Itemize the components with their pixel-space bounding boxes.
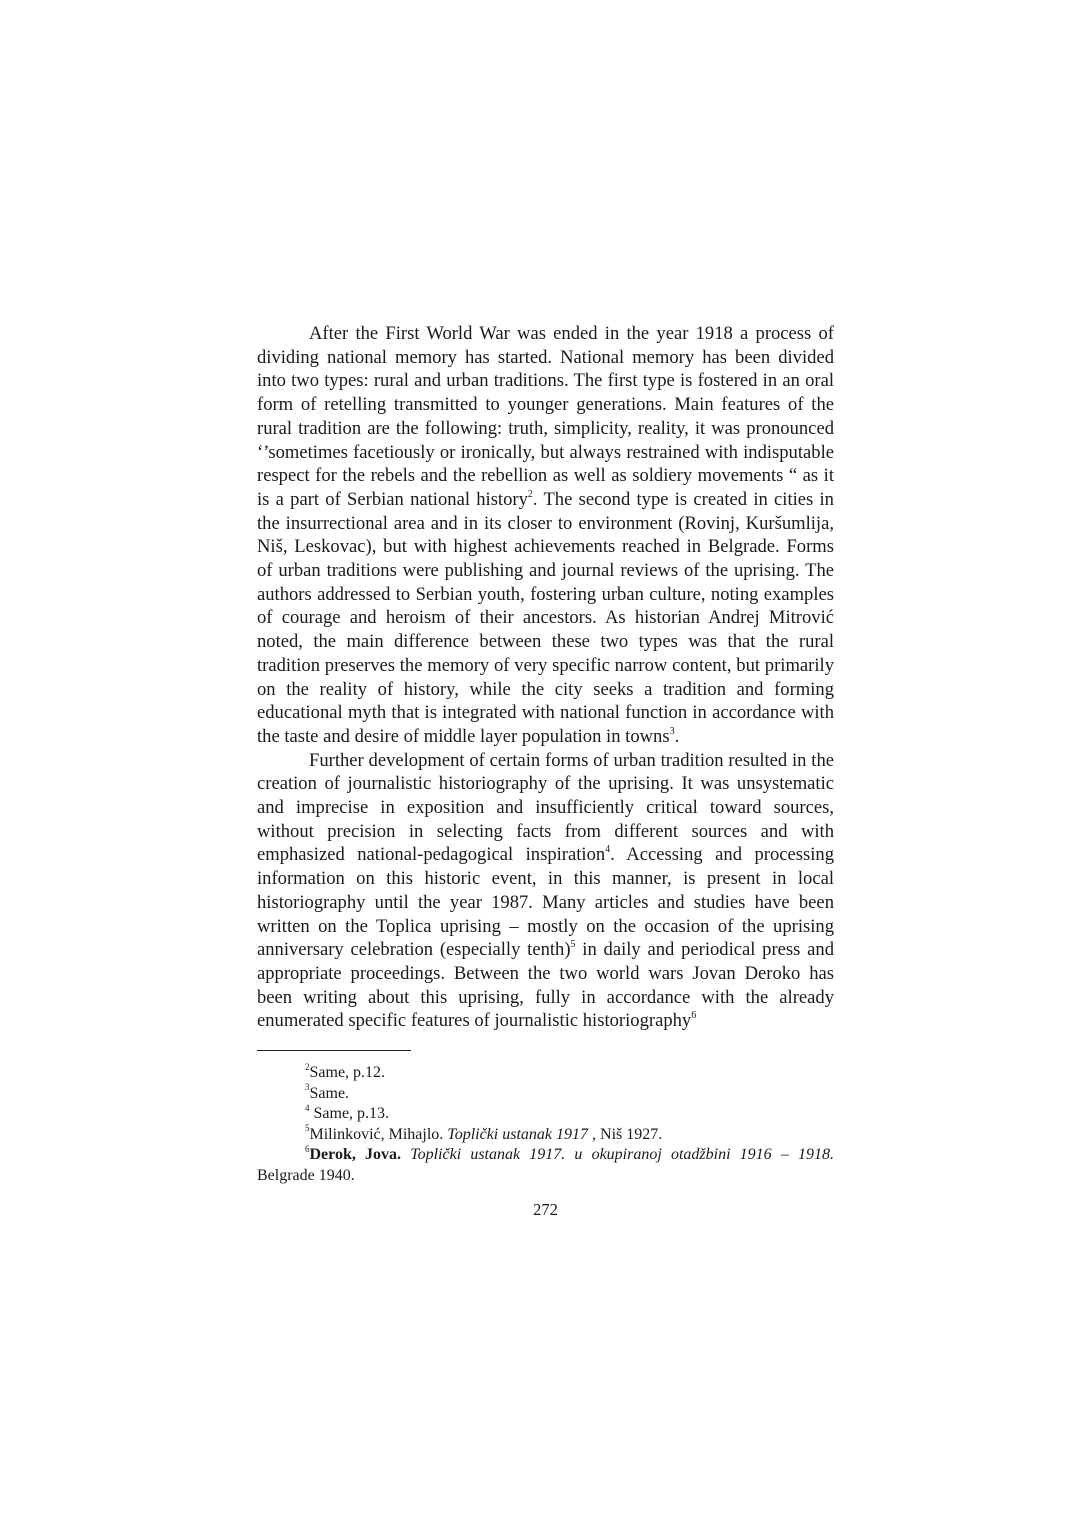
text-run: . Accessing and processing information on this historic event, in this manner, is present in local historiography until the year 1987. Many articles and studies have been written on the Toplica uprising – mostly on the occasion of the uprising anniversary celebration (especially tenth) [257,844,835,961]
paragraph [257,749,834,1033]
italic-text: Toplički ustanak 1917. u okupiranoj otadžbini 1916 – 1918. [410,1146,835,1164]
footnote-reference: 6 [691,1010,697,1022]
text-run: . The second type is created in cities in the insurrectional area and in its closer to environment (Rovinj, Kuršumlija, Niš, Leskovac), but with highest achievements reached in Belgrade. Forms of urban traditions were publishing and journal reviews of the uprising. The authors addressed to Serbian youth, fostering urban culture, noting examples of courage and heroism of their ancestors. As historian Andrej Mitrović noted, the main difference between these two types was that the rural tradition preserves the memory of very specific narrow content, but primarily on the reality of history, while the city seeks a tradition and forming educational myth that is integrated with national function in accordance with the taste and desire of middle layer population in towns [257,488,834,747]
footnote-separator [257,1050,411,1051]
footnote [257,1145,834,1186]
text-run: . [674,725,680,747]
text-run [401,1146,410,1163]
text-run: Same, p.13. [309,1105,390,1123]
footnotes [257,1063,834,1186]
footnote-reference: 2 [527,488,533,500]
footnote-reference: 3 [669,725,675,737]
page-number: 272 [533,1200,558,1220]
document-page [257,322,834,1220]
footnote-number: 2 [305,1061,310,1072]
text-run: in daily and periodical press and appropriate proceedings. Between the two world wars Jovan Deroko has been writing about this uprising, fully in accordance with the already enumerated specific features of journalistic historiography [257,939,835,1032]
footnote [257,1084,834,1105]
text-run: Milinković, Mihajlo. [309,1125,448,1143]
paragraph [257,322,834,749]
footnote [257,1104,834,1125]
footnote-number: 4 [305,1102,310,1113]
text-run: Further development of certain forms of urban tradition resulted in the creation of journalistic historiography of the uprising. It was unsystematic and imprecise in exposition and insufficiently critical toward sources, without precision in selecting facts from different sources and with emphasized national-pedagogical inspiration [257,749,834,866]
text-run: Belgrade 1940. [257,1166,355,1184]
text-run: Same. [309,1084,350,1102]
body-text [257,322,834,1033]
footnote [257,1125,834,1146]
footnote-number: 6 [305,1143,310,1154]
italic-text: Toplički ustanak 1917 , [447,1125,597,1143]
footnote [257,1063,834,1084]
text-run: Same, p.12. [309,1064,386,1082]
footnote-number: 5 [305,1123,310,1134]
bold-text: Derok, Jova. [309,1146,402,1164]
footnote-number: 3 [305,1082,310,1093]
footnote-reference: 4 [605,844,611,856]
text-run: Niš 1927. [596,1125,663,1143]
text-run: After the First World War was ended in the year 1918 a process of dividing national memory has started. National memory has been divided into two types: rural and urban traditions. The first type is fostered in an oral form of retelling transmitted to younger generations. Main features of the rural tradition are the following: truth, simplicity, reality, it was pronounced ‘’sometimes facetiously or ironically, but always restrained with indisputable respect for the rebels and the rebellion as well as soldiery movements “ as it is a part of Serbian national history [257,323,834,510]
footnote-reference: 5 [570,939,576,951]
